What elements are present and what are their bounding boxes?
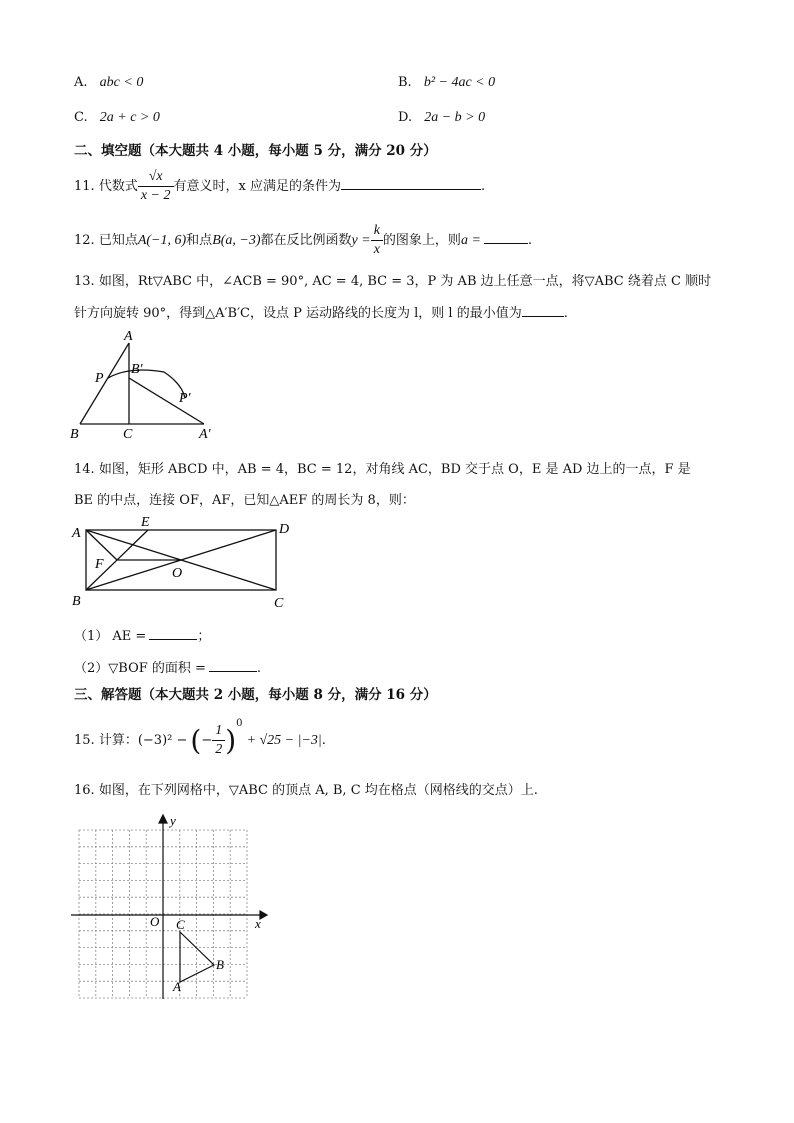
q13-fig-label-p: P — [95, 371, 104, 386]
q13-fig-label-b: B — [70, 427, 79, 442]
q13-fig-label-a: A — [124, 329, 133, 344]
choice-c — [74, 110, 160, 126]
q11-frac-den: x − 2 — [140, 188, 171, 203]
q15-end: . — [321, 733, 326, 748]
q15-exp: 0 — [236, 718, 243, 729]
q14-sub1-answer-blank[interactable] — [149, 627, 197, 640]
q16-grid-figure — [68, 812, 268, 1002]
question-15 — [74, 718, 326, 759]
q12-answer-blank[interactable] — [484, 231, 528, 244]
q15-number: 15. — [74, 733, 95, 748]
choice-b — [398, 75, 495, 91]
q12-end: . — [527, 233, 533, 248]
q15-pre: 计算：(−3)² − — [98, 733, 188, 748]
q14-sub2-text: （2）▽BOF 的面积 = — [74, 661, 206, 676]
q16-axis-x-label: x — [255, 916, 261, 931]
q14-fig-label-c: C — [274, 596, 284, 611]
q12-fraction — [371, 222, 383, 259]
section-2-title: 二、填空题（本大题共 4 小题，每小题 5 分，满分 20 分） — [74, 143, 437, 159]
q14-line2: BE 的中点，连接 OF，AF，已知△AEF 的周长为 8，则： — [74, 493, 415, 508]
q12-point-a: A(−1, 6) — [137, 233, 187, 248]
q12-p1: 已知点 — [98, 233, 138, 248]
q14-fig-label-d: D — [279, 522, 290, 537]
q11-end: . — [480, 179, 486, 194]
q14-sub-2 — [74, 657, 261, 676]
q14-fig-label-f: F — [95, 557, 104, 572]
q14-line1: 如图，矩形 ABCD 中，AB = 4，BC = 12，对角线 AC，BD 交于点 O，E 是 AD 边上的一点，F 是 — [98, 462, 691, 477]
q12-p2: 和点 — [186, 233, 213, 248]
q14-number: 14. — [74, 462, 95, 477]
choice-a-expr: abc < 0 — [99, 75, 144, 90]
q14-sub1-end: ； — [197, 629, 211, 644]
q16-label-a: A — [173, 979, 181, 994]
choice-b-label: B. — [398, 75, 412, 90]
choice-b-expr: b² − 4ac < 0 — [423, 75, 496, 90]
q15-frac-num: 1 — [212, 722, 225, 741]
q11-post: 有意义时，x 应满足的条件为 — [173, 179, 341, 194]
q14-sub1-text: （1） AE = — [74, 629, 147, 644]
q12-frac-den: x — [373, 242, 380, 257]
q11-fraction — [138, 168, 174, 205]
q13-fig-label-a1: A′ — [199, 427, 211, 442]
q15-frac-den: 2 — [215, 742, 223, 757]
question-13-line-1 — [74, 270, 711, 289]
question-14-line-1 — [74, 458, 691, 477]
q13-end: . — [563, 306, 568, 321]
q12-frac-num: k — [371, 222, 383, 241]
q14-figure — [68, 513, 298, 613]
choice-c-label: C. — [74, 110, 88, 125]
q11-answer-blank[interactable] — [341, 177, 481, 190]
q13-number: 13. — [74, 274, 95, 289]
q14-fig-label-a: A — [72, 526, 81, 541]
q14-sub-1 — [74, 625, 210, 644]
q14-fig-label-e: E — [141, 515, 150, 530]
choice-a-label: A. — [74, 75, 88, 90]
q14-sub2-answer-blank[interactable] — [209, 659, 257, 672]
q13-line2: 针方向旋转 90°，得到△A′B′C，设点 P 运动路线的长度为 l，则 l 的最小值为 — [74, 306, 522, 321]
choice-c-expr: 2a + c > 0 — [99, 110, 160, 125]
question-14-line-2 — [74, 489, 415, 508]
q12-p3: 都在反比例函数 — [260, 233, 352, 248]
q13-line1: 如图，Rt▽ABC 中，∠ACB = 90°, AC = 4, BC = 3，P 为 AB 边上任意一点，将▽ABC 绕着点 C 顺时 — [98, 274, 712, 289]
choice-d-label: D. — [398, 110, 413, 125]
q14-fig-label-o: O — [172, 566, 183, 581]
q12-p4: 的图象上，则 — [382, 233, 461, 248]
q13-fig-label-c: C — [123, 427, 133, 442]
q16-origin-label: O — [150, 914, 160, 929]
q13-figure — [68, 326, 228, 446]
choice-a — [74, 75, 143, 91]
q13-answer-blank[interactable] — [522, 304, 564, 317]
q12-point-b: B(a, −3) — [212, 233, 261, 248]
q15-paren-close: ) — [225, 724, 237, 757]
choice-d — [398, 110, 485, 126]
q16-label-b: B — [216, 957, 224, 972]
q11-pre: 代数式 — [98, 179, 138, 194]
q15-paren-open: ( — [190, 724, 202, 757]
q15-post: + √25 − |−3| — [246, 733, 322, 748]
question-16 — [74, 779, 538, 798]
q13-fig-label-b1: B′ — [131, 362, 143, 377]
q15-minus: − — [201, 733, 213, 748]
choice-d-expr: 2a − b > 0 — [424, 110, 486, 125]
q14-fig-label-b: B — [72, 594, 81, 609]
q12-func-lhs: y = — [351, 233, 371, 248]
q12-number: 12. — [74, 233, 95, 248]
q12-var: a = — [460, 233, 481, 248]
section-3-title: 三、解答题（本大题共 2 小题，每小题 8 分，满分 16 分） — [74, 687, 437, 703]
q16-axis-y-label: y — [170, 813, 176, 828]
q11-number: 11. — [74, 179, 95, 194]
question-13-line-2 — [74, 302, 568, 321]
q14-sub2-end: . — [256, 661, 262, 676]
q11-frac-num: √x — [138, 168, 174, 187]
q16-label-c: C — [176, 917, 185, 932]
q15-fraction — [212, 722, 225, 759]
q16-text: 如图，在下列网格中，▽ABC 的顶点 A, B, C 均在格点（网格线的交点）上. — [98, 783, 538, 798]
q13-fig-label-p1: P′ — [179, 391, 191, 406]
question-11 — [74, 168, 485, 205]
q16-number: 16. — [74, 783, 95, 798]
question-12 — [74, 222, 532, 259]
